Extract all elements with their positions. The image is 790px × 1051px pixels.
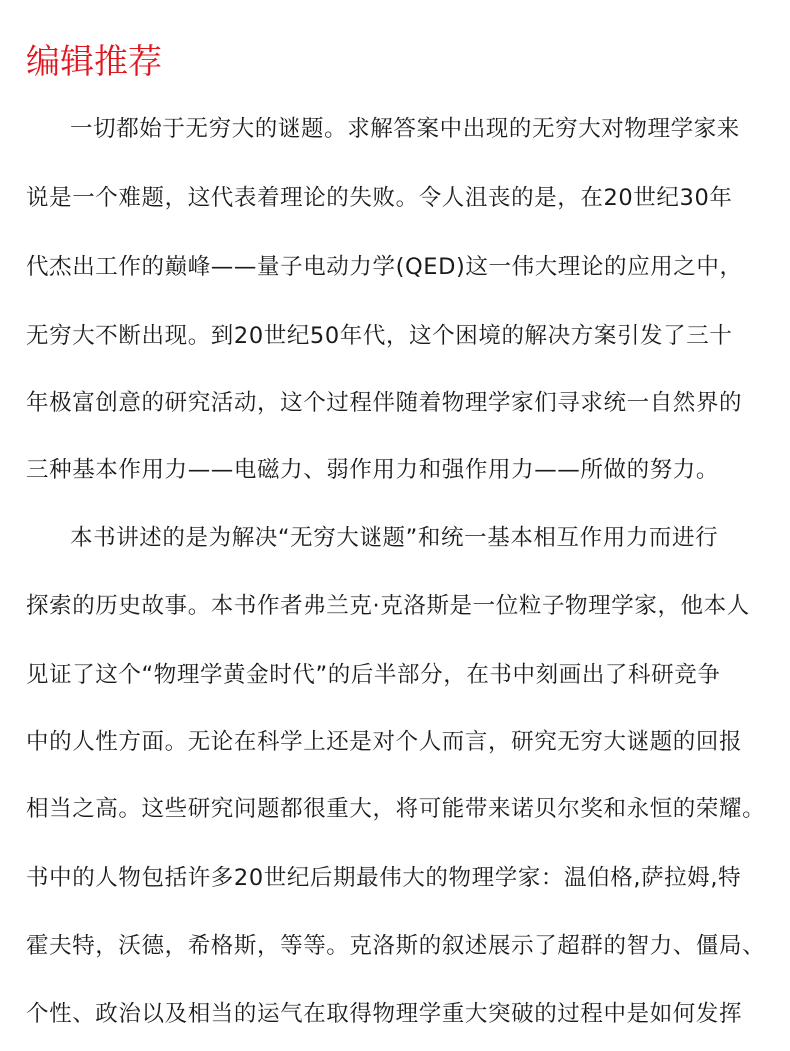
paragraph-2-line-3: 见证了这个“物理学黄金时代”的后半部分，在书中刻画出了科研竞争 — [26, 662, 721, 688]
paragraph-1-line-5: 年极富创意的研究活动，这个过程伴随着物理学家们寻求统一自然界的 — [26, 390, 743, 416]
paragraph-1-line-3: 代杰出工作的巅峰——量子电动力学(QED)这一伟大理论的应用之中， — [26, 254, 743, 280]
paragraph-2-line-4: 中的人性方面。无论在科学上还是对个人而言，研究无穷大谜题的回报 — [26, 729, 743, 755]
paragraph-2-line-8: 个性、政治以及相当的运气在取得物理学重大突破的过程中是如何发挥 — [26, 1001, 743, 1027]
paragraph-2-line-6: 书中的人物包括许多20世纪后期最伟大的物理学家：温伯格,萨拉姆,特 — [26, 865, 742, 891]
paragraph-1-line-1: 一切都始于无穷大的谜题。求解答案中出现的无穷大对物理学家来 — [70, 116, 740, 142]
paragraph-1-line-6: 三种基本作用力——电磁力、弱作用力和强作用力——所做的努力。 — [26, 457, 720, 483]
paragraph-2-line-5: 相当之高。这些研究问题都很重大，将可能带来诺贝尔奖和永恒的荣耀。 — [26, 796, 766, 822]
paragraph-2-line-1: 本书讲述的是为解决“无穷大谜题”和统一基本相互作用力而进行 — [70, 525, 719, 551]
section-heading: 编辑推荐 — [26, 42, 162, 82]
paragraph-2-line-7: 霍夫特，沃德，希格斯，等等。克洛斯的叙述展示了超群的智力、僵局、 — [26, 933, 766, 959]
paragraph-2-line-2: 探索的历史故事。本书作者弗兰克·克洛斯是一位粒子物理学家，他本人 — [26, 593, 750, 619]
paragraph-1-line-4: 无穷大不断出现。到20世纪50年代，这个困境的解决方案引发了三十 — [26, 323, 733, 349]
paragraph-1-line-2: 说是一个难题，这代表着理论的失败。令人沮丧的是，在20世纪30年 — [26, 185, 733, 211]
